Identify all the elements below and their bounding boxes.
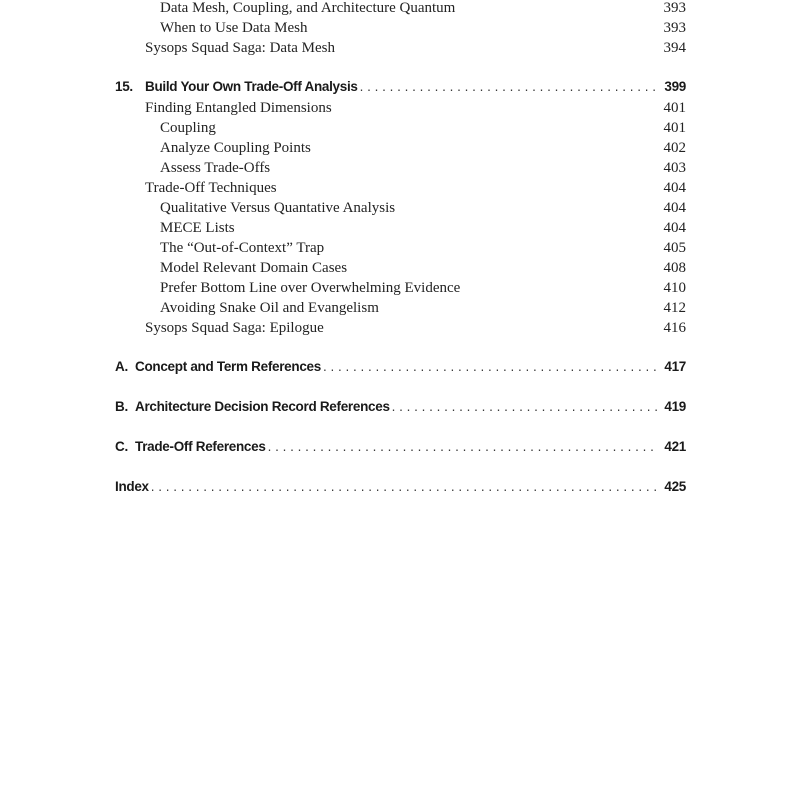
toc-entry-page: 394 <box>663 40 686 56</box>
toc-entry-page: 405 <box>663 240 686 256</box>
toc-subsection[interactable] <box>160 138 686 158</box>
toc-entry-title: Sysops Squad Saga: Epilogue <box>145 320 324 336</box>
toc-section[interactable] <box>145 318 686 338</box>
toc-entry-title: Model Relevant Domain Cases <box>160 260 348 276</box>
dot-leader <box>268 437 659 457</box>
toc-subsection[interactable] <box>160 258 686 278</box>
index-title: Index <box>115 479 149 494</box>
toc-section[interactable] <box>145 178 686 198</box>
chapter-number: 15. <box>115 79 133 94</box>
toc-entry-page: 410 <box>663 280 686 296</box>
toc-entry-title: Assess Trade-Offs <box>160 160 271 176</box>
toc-entry-title: Avoiding Snake Oil and Evangelism <box>160 300 379 316</box>
toc-entry-page: 404 <box>663 200 686 216</box>
toc-entry-title: When to Use Data Mesh <box>160 20 308 36</box>
toc-subsection[interactable] <box>160 118 686 138</box>
toc-entry-title: Prefer Bottom Line over Overwhelming Evidence <box>160 280 461 296</box>
dot-leader <box>360 77 659 97</box>
toc-entry-title: Finding Entangled Dimensions <box>145 100 332 116</box>
appendix-page: 419 <box>664 399 686 414</box>
toc-appendix-c[interactable] <box>115 437 686 457</box>
toc-entry-page: 393 <box>663 20 686 36</box>
appendix-title: Trade-Off References <box>135 439 266 454</box>
toc-subsection[interactable] <box>160 198 686 218</box>
toc-appendix-a[interactable] <box>115 357 686 377</box>
dot-leader <box>323 357 658 377</box>
appendix-letter: A. <box>115 359 128 374</box>
toc-chapter-heading[interactable] <box>115 77 686 97</box>
toc-entry[interactable] <box>160 0 686 18</box>
toc-appendix-b[interactable] <box>115 397 686 417</box>
appendix-page: 421 <box>664 439 686 454</box>
toc-section[interactable] <box>145 98 686 118</box>
toc-entry-title: Analyze Coupling Points <box>160 140 311 156</box>
toc-index[interactable] <box>115 477 686 497</box>
toc-entry-title: Data Mesh, Coupling, and Architecture Quantum <box>160 0 456 16</box>
toc-entry-title: MECE Lists <box>160 220 235 236</box>
toc-entry-page: 412 <box>663 300 686 316</box>
toc-entry-page: 416 <box>663 320 686 336</box>
toc-subsection[interactable] <box>160 218 686 238</box>
toc-entry-page: 393 <box>663 0 686 16</box>
toc-subsection[interactable] <box>160 238 686 258</box>
toc-entry-title: Coupling <box>160 120 216 136</box>
toc-entry-title: Qualitative Versus Quantative Analysis <box>160 200 396 216</box>
toc-entry-title: The “Out-of-Context” Trap <box>160 240 325 256</box>
appendix-letter: C. <box>115 439 128 454</box>
toc-entry-title: Trade-Off Techniques <box>145 180 277 196</box>
toc-subsection[interactable] <box>160 298 686 318</box>
appendix-title: Concept and Term References <box>135 359 321 374</box>
toc-entry-page: 401 <box>663 100 686 116</box>
toc-subsection[interactable] <box>160 278 686 298</box>
toc-subsection[interactable] <box>160 158 686 178</box>
appendix-letter: B. <box>115 399 128 414</box>
toc-entry-page: 408 <box>663 260 686 276</box>
toc-entry-page: 402 <box>663 140 686 156</box>
dot-leader <box>392 397 659 417</box>
toc-entry-title: Sysops Squad Saga: Data Mesh <box>145 40 335 56</box>
appendix-page: 417 <box>664 359 686 374</box>
dot-leader <box>151 477 659 497</box>
chapter-title: Build Your Own Trade-Off Analysis <box>145 79 358 94</box>
toc-entry-page: 403 <box>663 160 686 176</box>
toc-entry-page: 401 <box>663 120 686 136</box>
appendix-title: Architecture Decision Record References <box>135 399 390 414</box>
toc-entry[interactable] <box>145 38 686 58</box>
toc-entry-page: 404 <box>663 220 686 236</box>
chapter-page: 399 <box>664 79 686 94</box>
index-page: 425 <box>664 479 686 494</box>
toc-entry-page: 404 <box>663 180 686 196</box>
toc-entry[interactable] <box>160 18 686 38</box>
